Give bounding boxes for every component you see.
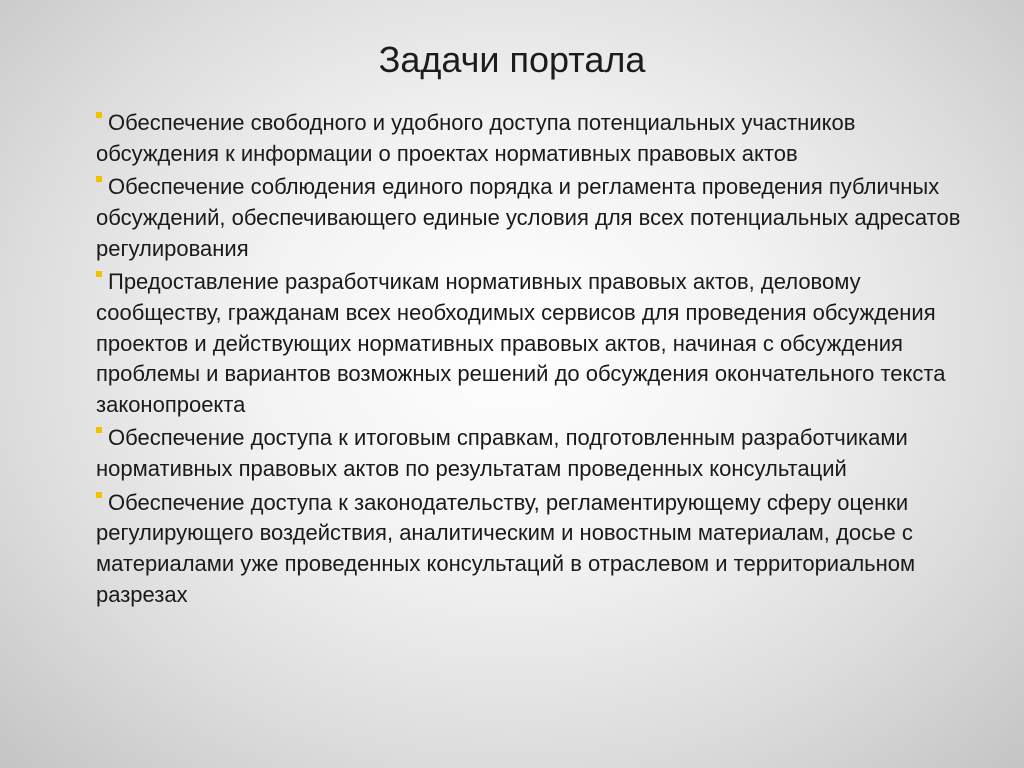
list-item xyxy=(96,488,966,611)
square-bullet-icon xyxy=(96,112,102,118)
square-bullet-icon xyxy=(96,176,102,182)
square-bullet-icon xyxy=(96,271,102,277)
list-item-text: Обеспечение соблюдения единого порядка и регламента проведения публичных обсуждений, обеспечивающего единые условия для всех потенциальных адресатов регулирования xyxy=(96,174,961,261)
list-item xyxy=(96,108,966,170)
list-item-text: Обеспечение доступа к законодательству, регламентирующему сферу оценки регулирующего воздействия, аналитическим и новостным материалам, досье с материалами уже проведенных консультаций в отраслевом и территориальном разрезах xyxy=(96,489,916,607)
square-bullet-icon xyxy=(96,427,102,433)
slide-title: Задачи портала xyxy=(378,39,646,80)
list-item xyxy=(96,267,966,421)
square-bullet-icon xyxy=(96,492,102,498)
bullet-list xyxy=(96,108,966,613)
list-item-text: Обеспечение доступа к итоговым справкам, подготовленным разработчиками нормативных правовых актов по результатам проведенных консультаций xyxy=(96,425,908,482)
list-item xyxy=(96,172,966,264)
list-item xyxy=(96,423,966,485)
list-item-text: Обеспечение свободного и удобного доступа потенциальных участников обсуждения к информации о проектах нормативных правовых актов xyxy=(96,110,856,166)
list-item-text: Предоставление разработчикам нормативных правовых актов, деловому сообществу, гражданам всех необходимых сервисов для проведения обсуждения проектов и действующих нормативных правовых актов, начиная с обсуждения проблемы и вариантов возможных решений до обсуждения окончательного текста законопроекта xyxy=(96,268,946,418)
